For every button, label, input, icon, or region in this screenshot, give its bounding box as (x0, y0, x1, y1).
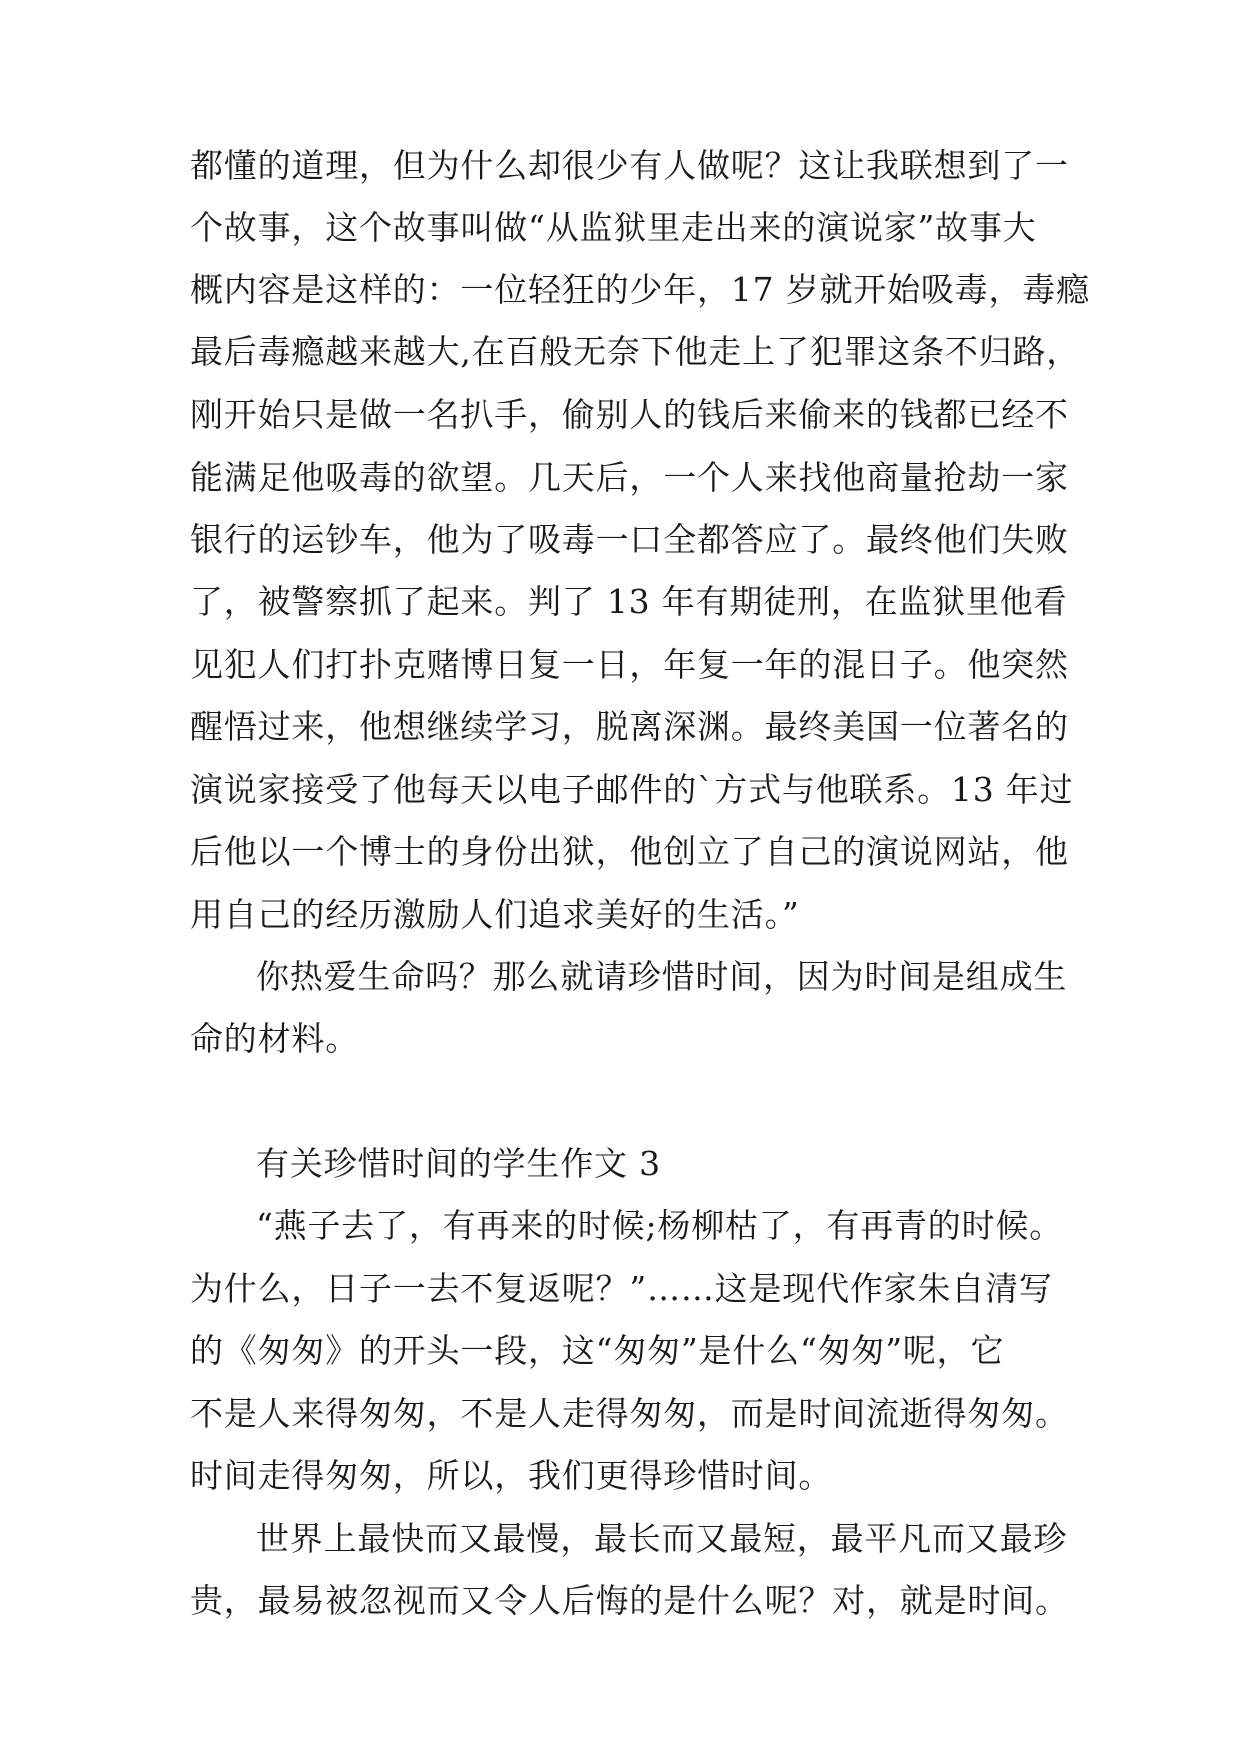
text-line: 概内容是这样的：一位轻狂的少年，17 岁就开始吸毒，毒瘾 (190, 270, 1090, 309)
text-line: 能满足他吸毒的欲望。几天后，一个人来找他商量抢劫一家 (190, 458, 1069, 497)
text-line: 不是人来得匆匆，不是人走得匆匆，而是时间流逝得匆匆。 (190, 1394, 1069, 1433)
text-line: 醒悟过来，他想继续学习，脱离深渊。最终美国一位著名的 (190, 707, 1069, 746)
text-line: 演说家接受了他每天以电子邮件的`方式与他联系。13 年过 (190, 770, 1074, 809)
text-line: 个故事，这个故事叫做“从监狱里走出来的演说家”故事大 (190, 208, 1037, 247)
text-line: 了，被警察抓了起来。判了 13 年有期徒刑，在监狱里他看 (190, 582, 1068, 621)
text-line: 都懂的道理，但为什么却很少有人做呢？这让我联想到了一 (190, 146, 1069, 185)
text-line: 见犯人们打扑克赌博日复一日，年复一年的混日子。他突然 (190, 645, 1069, 684)
text-line: 用自己的经历激励人们追求美好的生活。” (190, 895, 800, 934)
text-line: 银行的运钞车，他为了吸毒一口全都答应了。最终他们失败 (190, 520, 1069, 559)
paragraph-first-line: 世界上最快而又最慢，最长而又最短，最平凡而又最珍 (256, 1519, 1068, 1558)
text-line: 最后毒瘾越来越大,在百般无奈下他走上了犯罪这条不归路， (190, 332, 1081, 371)
text-line: 后他以一个博士的身份出狱，他创立了自己的演说网站，他 (190, 832, 1069, 871)
paragraph-first-line: “燕子去了，有再来的时候;杨柳枯了，有再青的时候。 (256, 1206, 1063, 1245)
text-line: 刚开始只是做一名扒手，偷别人的钱后来偷来的钱都已经不 (190, 395, 1069, 434)
text-line: 为什么，日子一去不复返呢？”……这是现代作家朱自清写 (190, 1269, 1053, 1308)
text-line: 的《匆匆》的开头一段，这“匆匆”是什么“匆匆”呢，它 (190, 1331, 1005, 1370)
section-heading: 有关珍惜时间的学生作文 3 (256, 1144, 661, 1183)
text-line: 贵，最易被忽视而又令人后悔的是什么呢？对，就是时间。 (190, 1581, 1069, 1620)
paragraph-first-line: 你热爱生命吗？那么就请珍惜时间，因为时间是组成生 (256, 957, 1068, 996)
text-line: 命的材料。 (190, 1019, 359, 1058)
text-line: 时间走得匆匆，所以，我们更得珍惜时间。 (190, 1456, 833, 1495)
